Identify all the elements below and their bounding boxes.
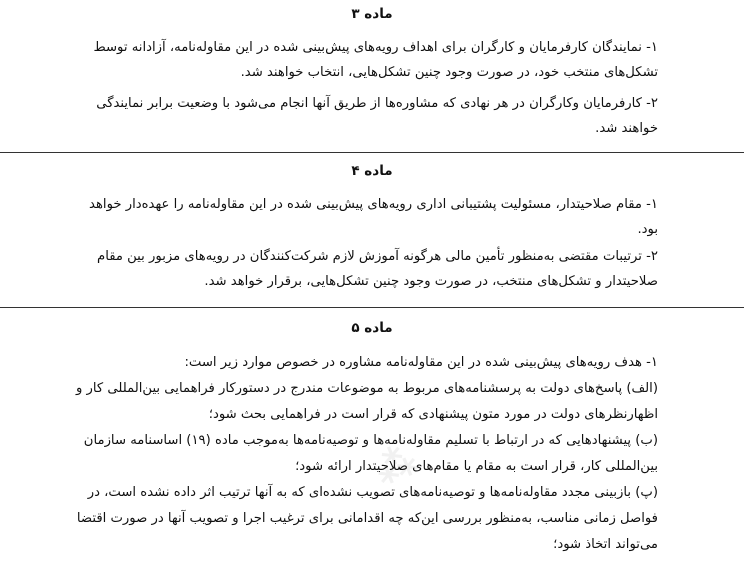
article-3-heading: ماده ۳ bbox=[351, 6, 393, 22]
article-3-clause-1 bbox=[46, 36, 658, 85]
section-divider bbox=[0, 307, 744, 308]
article-5-clause-1 bbox=[46, 350, 658, 558]
text-line: می‌تواند اتخاذ شود؛ bbox=[553, 537, 658, 552]
text-line: بین‌المللی کار، قرار است به مقام یا مقام‌های صلاحیتدار ارائه شود؛ bbox=[295, 459, 658, 474]
text-line: (الف) پاسخ‌های دولت به پرسشنامه‌های مربوط به موضوعات مندرج در دستورکار فراهمایی بین‌المللی کار و bbox=[75, 381, 658, 396]
text-line: ۱- نمایندگان کارفرمایان و کارگران برای اهداف رویه‌های پیش‌بینی شده در این مقاوله‌نامه، آزادانه توسط bbox=[93, 40, 658, 55]
text-line: (ب) پیشنهادهایی که در ارتباط با تسلیم مقاوله‌نامه‌ها و توصیه‌نامه‌ها به‌موجب ماده (۱۹) اساسنامه سازمان bbox=[83, 433, 658, 448]
text-line: اظهارنظرهای دولت در مورد متون پیشنهادی که قرار است در فراهمایی بحث شود؛ bbox=[208, 407, 658, 422]
text-line: ۲- کارفرمایان وکارگران در هر نهادی که مشاوره‌ها از طریق آنها انجام می‌شود با وضعیت برابر نمایندگی bbox=[96, 96, 658, 111]
text-line: (پ) بازبینی مجدد مقاوله‌نامه‌ها و توصیه‌نامه‌های تصویب نشده‌ای که به آنها ترتیب اثر داده نشده است، در bbox=[87, 485, 658, 500]
text-line: ۱- هدف رویه‌های پیش‌بینی شده در این مقاوله‌نامه مشاوره در خصوص موارد زیر است: bbox=[184, 355, 658, 370]
article-4-heading: ماده ۴ bbox=[351, 163, 393, 179]
text-line: تشکل‌های منتخب خود، در صورت وجود چنین تشکل‌هایی، انتخاب خواهند شد. bbox=[240, 64, 658, 80]
text-line: صلاحیتدار و تشکل‌های منتخب، در صورت وجود چنین تشکل‌هایی، برقرار خواهد شد. bbox=[204, 273, 658, 289]
faded-watermark: ⁂ bbox=[368, 436, 424, 495]
article-3-clause-2 bbox=[46, 92, 658, 141]
text-line: ۲- ترتیبات مقتضی به‌منظور تأمین مالی هرگونه آموزش لازم شرکت‌کنندگان در رویه‌های مزبور بین مقام bbox=[97, 249, 658, 264]
text-line: فواصل زمانی مناسب، به‌منظور بررسی این‌که چه اقدامانی برای ترغیب اجرا و تصویب آنها در صورت اقتضا bbox=[76, 511, 658, 526]
section-divider bbox=[0, 152, 744, 153]
text-line: بود. bbox=[637, 221, 658, 237]
text-line: ۱- مقام صلاحیتدار، مسئولیت پشتیبانی اداری رویه‌های پیش‌بینی شده در این مقاوله‌نامه را عهده‌دار خواهد bbox=[89, 197, 658, 212]
article-5-heading: ماده ۵ bbox=[351, 320, 393, 336]
article-4-clause-1 bbox=[46, 193, 658, 242]
text-line: خواهند شد. bbox=[595, 120, 658, 136]
article-4-clause-2 bbox=[46, 245, 658, 294]
